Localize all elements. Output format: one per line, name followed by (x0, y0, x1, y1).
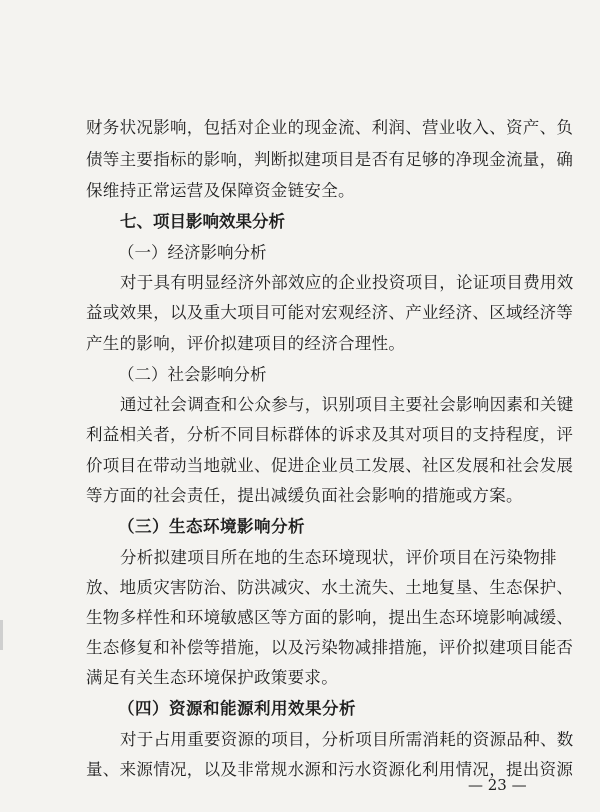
paragraph-line: 放、地质灾害防治、防洪减灾、水土流失、土地复垦、生态保护、 (86, 578, 574, 597)
subsection-heading-social: （二）社会影响分析 (118, 365, 267, 384)
subsection-heading-economic: （一）经济影响分析 (118, 243, 267, 262)
paragraph-line: 生物多样性和环境敏感区等方面的影响，提出生态环境影响减缓、 (86, 608, 574, 627)
paragraph-line: 保维持正常运营及保障资金链安全。 (86, 181, 355, 200)
paragraph-line: 价项目在带动当地就业、促进企业员工发展、社区发展和社会发展 (86, 456, 574, 475)
subsection-heading-resources: （四）资源和能源利用效果分析 (118, 699, 356, 718)
paragraph-line: 等方面的社会责任，提出减缓负面社会影响的措施或方案。 (86, 486, 523, 505)
paragraph-line: 债等主要指标的影响，判断拟建项目是否有足够的净现金流量，确 (86, 150, 574, 169)
section-heading-seven: 七、项目影响效果分析 (120, 212, 285, 231)
paragraph-line: 生态修复和补偿等措施，以及污染物减排措施，评价拟建项目能否 (86, 638, 574, 657)
paragraph-line: 益或效果，以及重大项目可能对宏观经济、产业经济、区域经济等 (86, 303, 574, 322)
paragraph-line: 财务状况影响，包括对企业的现金流、利润、营业收入、资产、负 (86, 118, 574, 137)
paragraph-line: 产生的影响，评价拟建项目的经济合理性。 (86, 334, 406, 353)
page-number: — 23 — (468, 776, 527, 794)
paragraph-line: 对于具有明显经济外部效应的企业投资项目，论证项目费用效 (120, 273, 574, 292)
scan-edge-mark (0, 620, 3, 650)
paragraph-line: 分析拟建项目所在地的生态环境现状，评价项目在污染物排 (120, 548, 557, 567)
paragraph-line: 满足有关生态环境保护政策要求。 (86, 668, 338, 687)
subsection-heading-ecology: （三）生态环境影响分析 (118, 517, 305, 536)
paragraph-line: 量、来源情况，以及非常规水源和污水资源化利用情况，提出资源 (86, 760, 574, 779)
paragraph-line: 利益相关者，分析不同目标群体的诉求及其对项目的支持程度，评 (86, 425, 574, 444)
paragraph-line: 对于占用重要资源的项目，分析项目所需消耗的资源品种、数 (120, 730, 574, 749)
paragraph-line: 通过社会调查和公众参与，识别项目主要社会影响因素和关键 (120, 395, 574, 414)
